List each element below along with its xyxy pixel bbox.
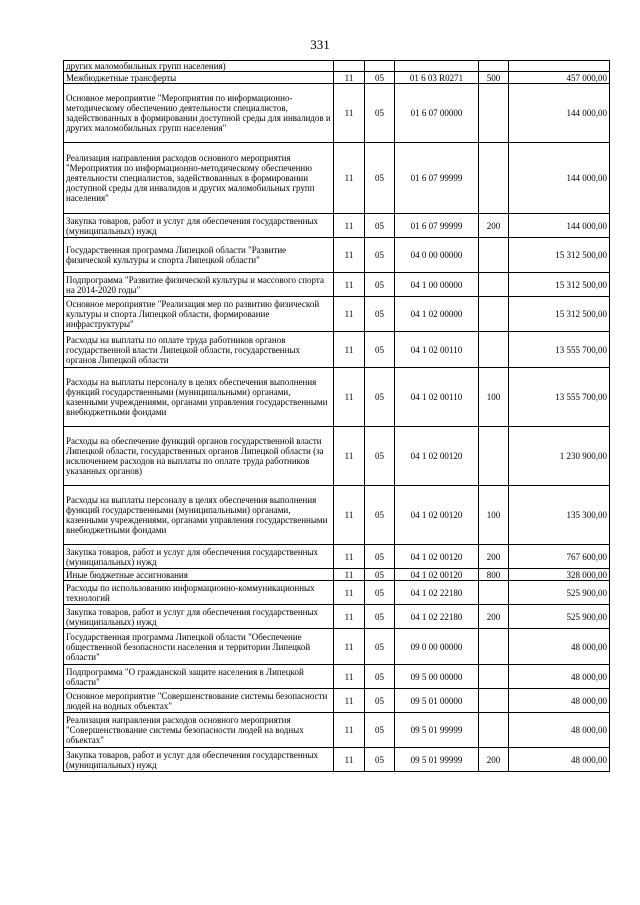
row-expense-type-cell xyxy=(479,689,509,713)
table-row xyxy=(64,273,610,297)
row-amount-cell: 48 000,00 xyxy=(509,665,610,689)
table-row xyxy=(64,748,610,772)
row-expense-type-cell xyxy=(479,629,509,665)
row-target-article-cell: 09 0 00 00000 xyxy=(395,629,479,665)
row-target-article-cell: 04 1 02 00110 xyxy=(395,368,479,427)
row-amount-cell: 135 300,00 xyxy=(509,486,610,545)
row-expense-type-cell xyxy=(479,332,509,368)
row-section-cell: 11 xyxy=(334,273,365,297)
row-section-cell: 11 xyxy=(334,143,365,214)
row-amount-cell: 15 312 500,00 xyxy=(509,238,610,273)
row-name-cell: Межбюджетные трансферты xyxy=(64,72,334,84)
row-expense-type-cell: 100 xyxy=(479,368,509,427)
table-row xyxy=(64,581,610,605)
row-subsection-cell: 05 xyxy=(365,427,395,486)
row-target-article-cell xyxy=(395,61,479,72)
row-name-cell: Закупка товаров, работ и услуг для обеспечения государственных (муниципальных) нужд xyxy=(64,545,334,569)
row-subsection-cell: 05 xyxy=(365,713,395,748)
row-expense-type-cell: 800 xyxy=(479,569,509,581)
row-section-cell xyxy=(334,61,365,72)
row-section-cell: 11 xyxy=(334,427,365,486)
row-target-article-cell: 04 1 02 22180 xyxy=(395,605,479,629)
row-target-article-cell: 04 1 02 00120 xyxy=(395,427,479,486)
row-name-cell: Подпрограмма "Развитие физической культуры и массового спорта на 2014-2020 годы" xyxy=(64,273,334,297)
row-subsection-cell: 05 xyxy=(365,72,395,84)
row-amount-cell xyxy=(509,61,610,72)
row-amount-cell: 13 555 700,00 xyxy=(509,332,610,368)
row-subsection-cell: 05 xyxy=(365,332,395,368)
row-amount-cell: 48 000,00 xyxy=(509,629,610,665)
table-row xyxy=(64,332,610,368)
row-amount-cell: 525 900,00 xyxy=(509,605,610,629)
row-target-article-cell: 01 6 07 99999 xyxy=(395,214,479,238)
row-target-article-cell: 09 5 00 00000 xyxy=(395,665,479,689)
row-subsection-cell: 05 xyxy=(365,214,395,238)
row-amount-cell: 48 000,00 xyxy=(509,689,610,713)
row-section-cell: 11 xyxy=(334,665,365,689)
row-target-article-cell: 09 5 01 99999 xyxy=(395,713,479,748)
table-row xyxy=(64,238,610,273)
table-row xyxy=(64,297,610,332)
row-subsection-cell: 05 xyxy=(365,297,395,332)
row-target-article-cell: 04 0 00 00000 xyxy=(395,238,479,273)
row-subsection-cell: 05 xyxy=(365,368,395,427)
row-expense-type-cell xyxy=(479,427,509,486)
row-expense-type-cell xyxy=(479,665,509,689)
row-target-article-cell: 09 5 01 00000 xyxy=(395,689,479,713)
row-expense-type-cell: 500 xyxy=(479,72,509,84)
row-name-cell: Закупка товаров, работ и услуг для обеспечения государственных (муниципальных) нужд xyxy=(64,748,334,772)
row-expense-type-cell: 100 xyxy=(479,486,509,545)
row-section-cell: 11 xyxy=(334,713,365,748)
row-target-article-cell: 04 1 00 00000 xyxy=(395,273,479,297)
row-subsection-cell: 05 xyxy=(365,486,395,545)
row-amount-cell: 13 555 700,00 xyxy=(509,368,610,427)
row-target-article-cell: 04 1 02 00120 xyxy=(395,486,479,545)
table-row xyxy=(64,72,610,84)
row-target-article-cell: 01 6 07 00000 xyxy=(395,84,479,143)
row-subsection-cell: 05 xyxy=(365,273,395,297)
row-name-cell: Закупка товаров, работ и услуг для обеспечения государственных (муниципальных) нужд xyxy=(64,214,334,238)
row-target-article-cell: 04 1 02 00120 xyxy=(395,569,479,581)
row-name-cell: Основное мероприятие "Реализация мер по развитию физической культуры и спорта Липецкой области, формирование инфраструктуры" xyxy=(64,297,334,332)
row-section-cell: 11 xyxy=(334,84,365,143)
page-number: 331 xyxy=(310,37,330,52)
table-row xyxy=(64,368,610,427)
row-name-cell: Основное мероприятие "Мероприятия по информационно-методическому обеспечению деятельности специалистов, задействованных в формировании доступной среды для инвалидов и других маломобильных групп населения" xyxy=(64,84,334,143)
row-expense-type-cell xyxy=(479,238,509,273)
row-expense-type-cell xyxy=(479,84,509,143)
row-amount-cell: 1 230 900,00 xyxy=(509,427,610,486)
row-section-cell: 11 xyxy=(334,332,365,368)
row-subsection-cell: 05 xyxy=(365,689,395,713)
row-expense-type-cell: 200 xyxy=(479,605,509,629)
row-target-article-cell: 04 1 02 22180 xyxy=(395,581,479,605)
table-row xyxy=(64,214,610,238)
row-amount-cell: 48 000,00 xyxy=(509,713,610,748)
row-target-article-cell: 04 1 02 00000 xyxy=(395,297,479,332)
row-name-cell: Расходы на выплаты персоналу в целях обеспечения выполнения функций государственными (муниципальными) органами, казенными учреждениями, органами управления государственными внебюджетными фондами xyxy=(64,486,334,545)
budget-table xyxy=(63,60,610,772)
row-subsection-cell: 05 xyxy=(365,605,395,629)
row-subsection-cell: 05 xyxy=(365,143,395,214)
row-name-cell: Реализация направления расходов основного мероприятия "Совершенствование системы безопасности людей на водных объектах" xyxy=(64,713,334,748)
row-section-cell: 11 xyxy=(334,297,365,332)
row-subsection-cell xyxy=(365,61,395,72)
table-row xyxy=(64,545,610,569)
row-name-cell: других маломобильных групп населения) xyxy=(64,61,334,72)
row-amount-cell: 525 900,00 xyxy=(509,581,610,605)
row-section-cell: 11 xyxy=(334,605,365,629)
table-row xyxy=(64,689,610,713)
table-row xyxy=(64,486,610,545)
table-row xyxy=(64,61,610,72)
row-name-cell: Закупка товаров, работ и услуг для обеспечения государственных (муниципальных) нужд xyxy=(64,605,334,629)
row-amount-cell: 328 000,00 xyxy=(509,569,610,581)
row-amount-cell: 48 000,00 xyxy=(509,748,610,772)
row-expense-type-cell xyxy=(479,273,509,297)
row-subsection-cell: 05 xyxy=(365,581,395,605)
row-name-cell: Основное мероприятие "Совершенствование системы безопасности людей на водных объектах" xyxy=(64,689,334,713)
row-amount-cell: 767 600,00 xyxy=(509,545,610,569)
row-target-article-cell: 04 1 02 00120 xyxy=(395,545,479,569)
row-expense-type-cell xyxy=(479,581,509,605)
row-subsection-cell: 05 xyxy=(365,665,395,689)
row-section-cell: 11 xyxy=(334,72,365,84)
table-row xyxy=(64,84,610,143)
row-section-cell: 11 xyxy=(334,581,365,605)
row-target-article-cell: 01 6 03 R0271 xyxy=(395,72,479,84)
row-section-cell: 11 xyxy=(334,569,365,581)
row-section-cell: 11 xyxy=(334,368,365,427)
row-amount-cell: 144 000,00 xyxy=(509,214,610,238)
row-expense-type-cell: 200 xyxy=(479,214,509,238)
row-subsection-cell: 05 xyxy=(365,238,395,273)
row-name-cell: Государственная программа Липецкой области "Обеспечение общественной безопасности населения и территории Липецкой области" xyxy=(64,629,334,665)
table-row xyxy=(64,143,610,214)
row-amount-cell: 15 312 500,00 xyxy=(509,273,610,297)
table-row xyxy=(64,605,610,629)
row-expense-type-cell: 200 xyxy=(479,545,509,569)
row-section-cell: 11 xyxy=(334,545,365,569)
row-section-cell: 11 xyxy=(334,689,365,713)
row-subsection-cell: 05 xyxy=(365,84,395,143)
table-row xyxy=(64,629,610,665)
table-row xyxy=(64,713,610,748)
row-expense-type-cell xyxy=(479,297,509,332)
row-name-cell: Подпрограмма "О гражданской защите населения в Липецкой области" xyxy=(64,665,334,689)
row-expense-type-cell: 200 xyxy=(479,748,509,772)
row-target-article-cell: 09 5 01 99999 xyxy=(395,748,479,772)
row-name-cell: Реализация направления расходов основного мероприятия "Мероприятия по информационно-методическому обеспечению деятельности специалистов, задействованных в формировании доступной среды для инвалидов и других маломобильных групп населения" xyxy=(64,143,334,214)
row-name-cell: Иные бюджетные ассигнования xyxy=(64,569,334,581)
row-amount-cell: 144 000,00 xyxy=(509,84,610,143)
row-name-cell: Государственная программа Липецкой области "Развитие физической культуры и спорта Липецкой области" xyxy=(64,238,334,273)
row-section-cell: 11 xyxy=(334,214,365,238)
row-section-cell: 11 xyxy=(334,748,365,772)
row-subsection-cell: 05 xyxy=(365,748,395,772)
budget-table-body xyxy=(64,61,610,772)
row-expense-type-cell xyxy=(479,713,509,748)
row-name-cell: Расходы на выплаты по оплате труда работников органов государственной власти Липецкой области, государственных органов Липецкой области xyxy=(64,332,334,368)
row-name-cell: Расходы на выплаты персоналу в целях обеспечения выполнения функций государственными (муниципальными) органами, казенными учреждениями, органами управления государственными внебюджетными фондами xyxy=(64,368,334,427)
row-target-article-cell: 04 1 02 00110 xyxy=(395,332,479,368)
table-row xyxy=(64,665,610,689)
row-section-cell: 11 xyxy=(334,238,365,273)
row-subsection-cell: 05 xyxy=(365,629,395,665)
row-name-cell: Расходы на обеспечение функций органов государственной власти Липецкой области, государственных органов Липецкой области (за исключением расходов на выплаты по оплате труда работников указанных органов) xyxy=(64,427,334,486)
row-amount-cell: 457 000,00 xyxy=(509,72,610,84)
row-section-cell: 11 xyxy=(334,486,365,545)
row-name-cell: Расходы по использованию информационно-коммуникационных технологий xyxy=(64,581,334,605)
row-subsection-cell: 05 xyxy=(365,545,395,569)
row-amount-cell: 15 312 500,00 xyxy=(509,297,610,332)
row-expense-type-cell xyxy=(479,61,509,72)
row-section-cell: 11 xyxy=(334,629,365,665)
row-subsection-cell: 05 xyxy=(365,569,395,581)
table-row xyxy=(64,427,610,486)
row-target-article-cell: 01 6 07 99999 xyxy=(395,143,479,214)
table-row xyxy=(64,569,610,581)
row-amount-cell: 144 000,00 xyxy=(509,143,610,214)
row-expense-type-cell xyxy=(479,143,509,214)
